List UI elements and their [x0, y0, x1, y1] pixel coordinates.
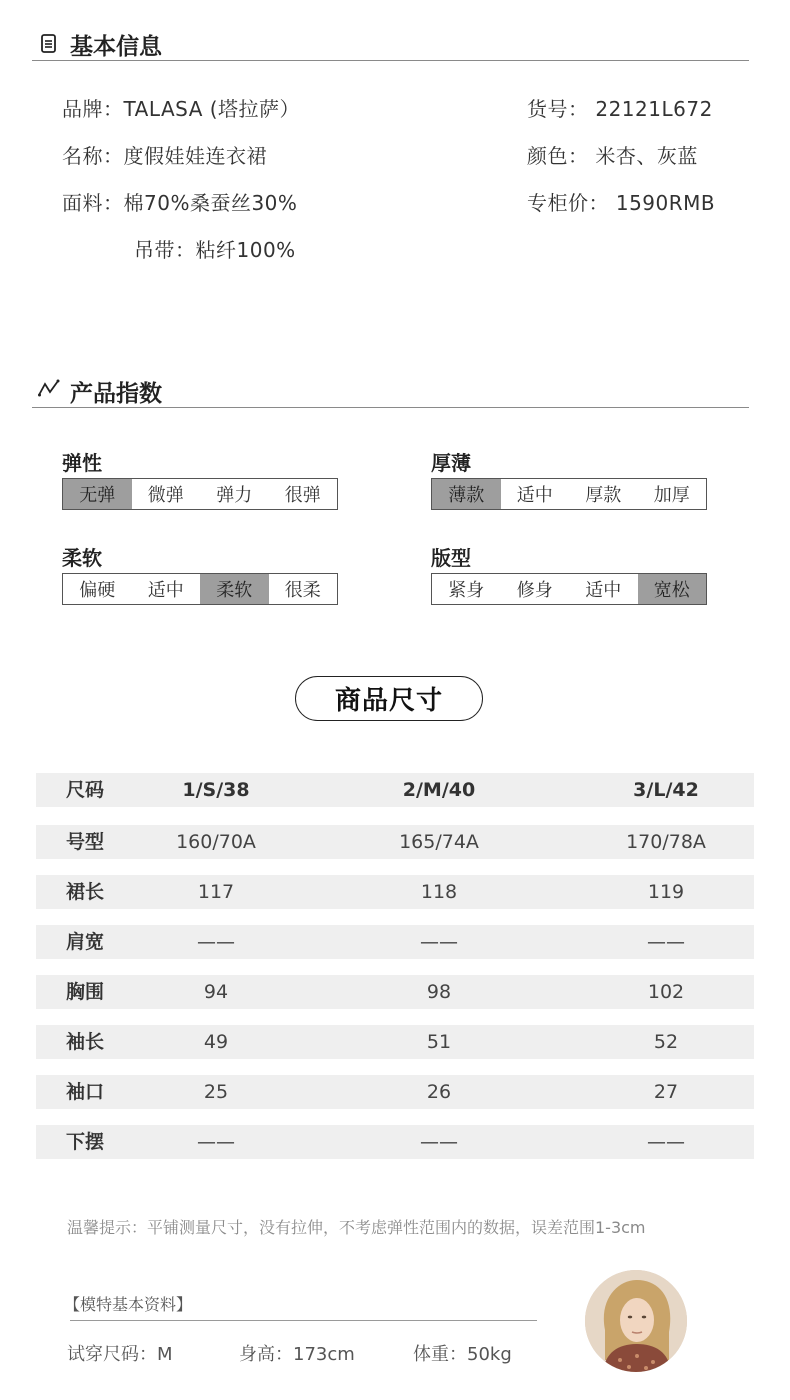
color-field: 颜色： 米杏、灰蓝 — [527, 144, 698, 168]
row-label: 号型 — [66, 831, 105, 853]
thickness-option: 适中 — [516, 485, 553, 506]
document-icon — [40, 34, 58, 54]
table-cell: 51 — [426, 1031, 452, 1053]
table-cell: 25 — [203, 1081, 229, 1103]
table-header-cell: 3/L/42 — [633, 779, 699, 801]
elasticity-option: 无弹 — [63, 479, 132, 509]
thickness-option: 薄款 — [432, 479, 501, 509]
table-cell: 117 — [197, 881, 235, 903]
table-cell: —— — [197, 931, 235, 953]
table-cell: —— — [647, 1131, 685, 1153]
elasticity-scale — [62, 478, 338, 510]
table-cell: 118 — [420, 881, 458, 903]
fit-option: 紧身 — [448, 580, 485, 601]
row-label: 袖口 — [66, 1081, 105, 1103]
table-row — [36, 875, 754, 909]
row-label: 下摆 — [66, 1131, 105, 1153]
table-cell: 52 — [653, 1031, 679, 1053]
table-header-cell: 1/S/38 — [182, 779, 250, 801]
table-cell: 94 — [203, 981, 229, 1003]
fit-option: 宽松 — [638, 574, 707, 604]
row-label: 胸围 — [66, 981, 105, 1003]
softness-scale — [62, 573, 338, 605]
row-label: 袖长 — [66, 1031, 105, 1053]
thickness-option: 厚款 — [585, 485, 622, 506]
softness-option: 偏硬 — [79, 580, 116, 601]
strap-field: 吊带：粘纤100% — [134, 238, 296, 262]
table-cell: —— — [647, 931, 685, 953]
thickness-option: 加厚 — [653, 485, 690, 506]
table-cell: 27 — [653, 1081, 679, 1103]
model-info-title: 【模特基本资料】 — [64, 1295, 193, 1314]
fit-scale — [431, 573, 707, 605]
table-cell: 98 — [426, 981, 452, 1003]
table-cell: 49 — [203, 1031, 229, 1053]
size-table-header — [36, 773, 754, 807]
softness-option: 适中 — [147, 580, 184, 601]
table-row — [36, 925, 754, 959]
table-cell: 170/78A — [626, 831, 706, 853]
table-cell: —— — [197, 1131, 235, 1153]
table-cell: 160/70A — [176, 831, 256, 853]
price-field: 专柜价： 1590RMB — [527, 191, 716, 215]
name-field: 名称：度假娃娃连衣裙 — [62, 144, 267, 168]
softness-label: 柔软 — [62, 546, 102, 570]
table-cell: 165/74A — [399, 831, 479, 853]
table-row — [36, 1125, 754, 1159]
product-index-title: 产品指数 — [70, 381, 162, 407]
softness-option: 很柔 — [284, 580, 321, 601]
sku-field: 货号： 22121L672 — [527, 97, 713, 121]
table-cell: 26 — [426, 1081, 452, 1103]
basic-info-header — [32, 20, 749, 61]
elasticity-option: 弹力 — [216, 485, 253, 506]
table-row — [36, 1025, 754, 1059]
table-cell: —— — [420, 931, 458, 953]
table-cell: 119 — [647, 881, 685, 903]
brand-field: 品牌：TALASA (塔拉萨） — [62, 97, 301, 121]
measurement-tip: 温馨提示：平铺测量尺寸，没有拉伸，不考虑弹性范围内的数据，误差范围1-3cm — [67, 1218, 646, 1237]
table-row — [36, 975, 754, 1009]
table-header-cell: 2/M/40 — [402, 779, 476, 801]
basic-info-title: 基本信息 — [70, 34, 162, 60]
trend-icon — [38, 379, 60, 397]
row-label: 裙长 — [66, 881, 105, 903]
model-weight: 体重：50kg — [413, 1344, 512, 1365]
table-cell: —— — [420, 1131, 458, 1153]
model-avatar — [585, 1270, 687, 1372]
fabric-field: 面料：棉70%桑蚕丝30% — [62, 191, 298, 215]
divider — [70, 1320, 537, 1321]
thickness-scale — [431, 478, 707, 510]
product-index-header — [32, 367, 749, 408]
elasticity-option: 微弹 — [147, 485, 184, 506]
size-section-title: 商品尺寸 — [295, 676, 483, 721]
fit-label: 版型 — [431, 546, 471, 570]
table-header-cell: 尺码 — [66, 779, 105, 801]
elasticity-option: 很弹 — [284, 485, 321, 506]
thickness-label: 厚薄 — [431, 451, 471, 475]
fit-option: 适中 — [585, 580, 622, 601]
model-size: 试穿尺码：M — [67, 1344, 173, 1365]
fit-option: 修身 — [516, 580, 553, 601]
model-height: 身高：173cm — [239, 1344, 355, 1365]
elasticity-label: 弹性 — [62, 451, 102, 475]
table-row — [36, 825, 754, 859]
table-row — [36, 1075, 754, 1109]
table-cell: 102 — [647, 981, 685, 1003]
softness-option: 柔软 — [200, 574, 269, 604]
row-label: 肩宽 — [66, 931, 105, 953]
